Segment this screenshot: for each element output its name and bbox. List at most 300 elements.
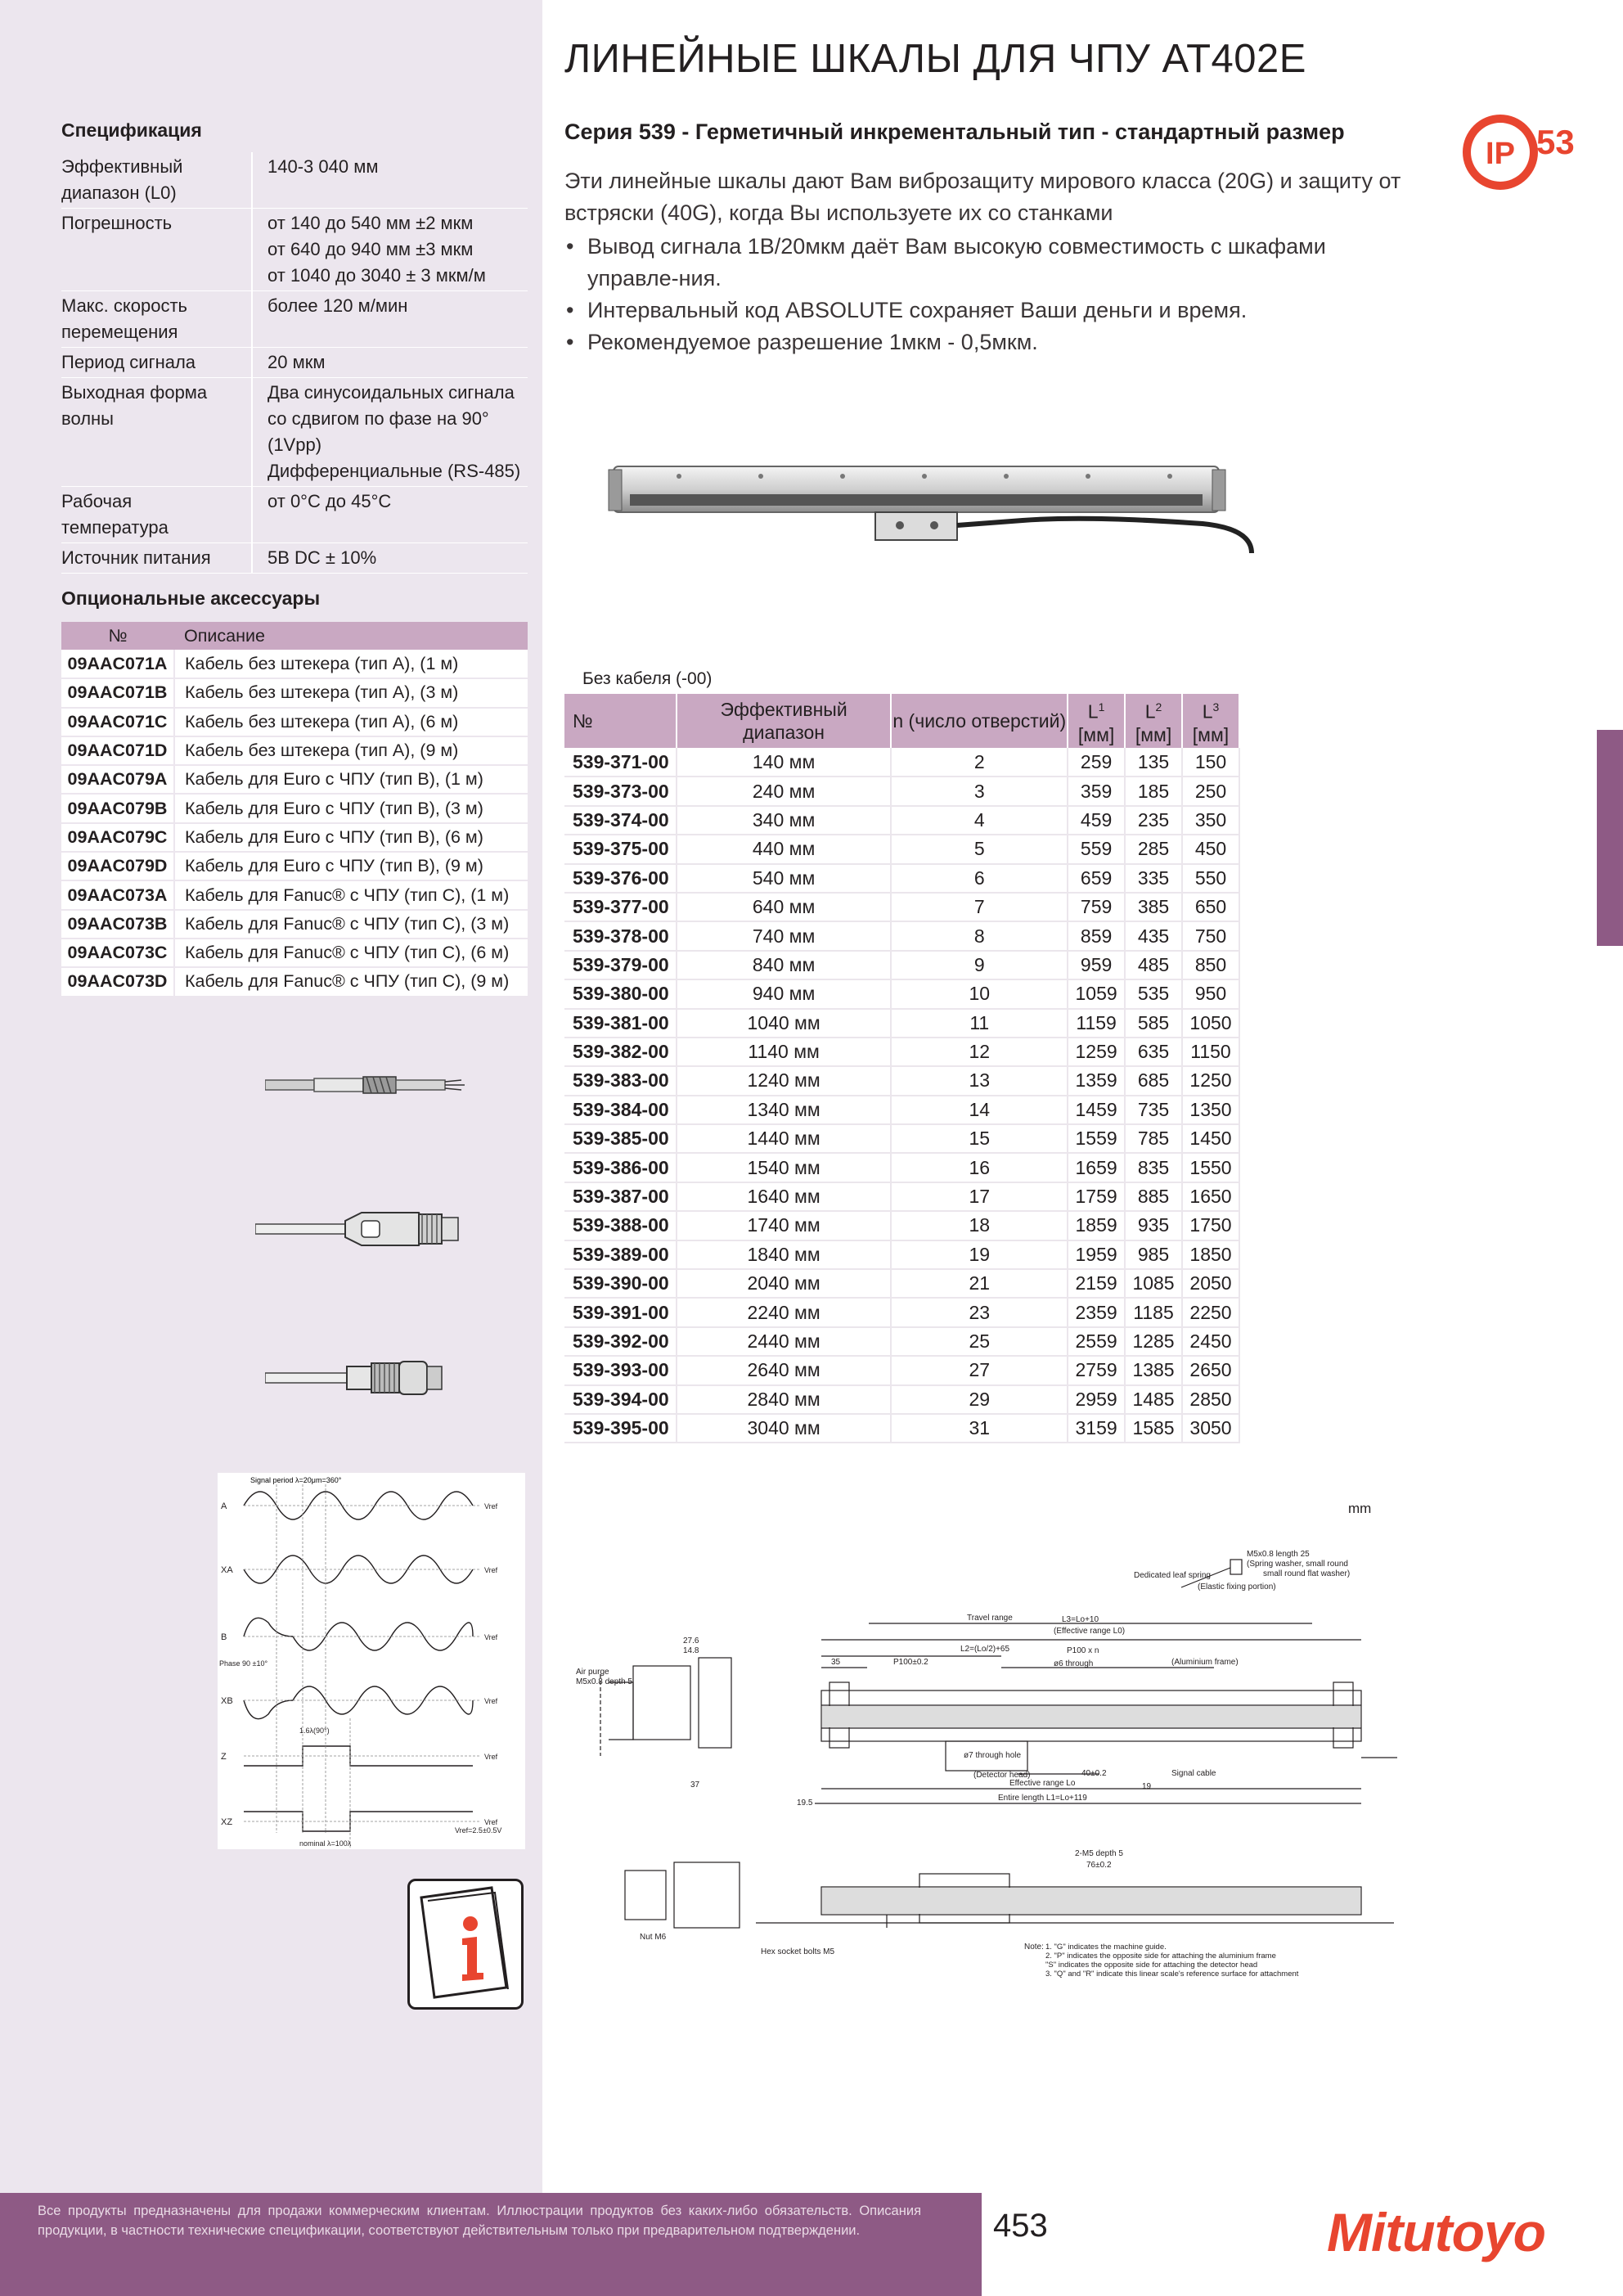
spec-value-line: от 640 до 940 мм ±3 мкм — [268, 239, 474, 259]
accessory-row — [61, 678, 528, 707]
spec-value — [252, 487, 528, 543]
nominal-label: nominal λ=100λ — [299, 1839, 352, 1848]
accessory-description: Кабель для Euro с ЧПУ (тип B), (1 м) — [174, 765, 528, 794]
accessory-description: Кабель без штекера (тип A), (9 м) — [174, 736, 528, 765]
spec-key: Источник питания — [61, 543, 252, 574]
accessory-code: 09AAC073C — [61, 939, 174, 967]
l3-sup: 3 — [1212, 700, 1220, 714]
footer-disclaimer-band — [0, 2193, 982, 2296]
accessory-description: Кабель для Euro с ЧПУ (тип B), (6 м) — [174, 823, 528, 852]
model-l3: 950 — [1182, 979, 1239, 1008]
accessory-description: Кабель для Fanuc® с ЧПУ (тип C), (3 м) — [174, 910, 528, 939]
model-l2: 435 — [1125, 921, 1182, 950]
model-holes: 27 — [891, 1356, 1068, 1384]
model-l1: 1559 — [1068, 1124, 1125, 1153]
model-l2: 485 — [1125, 951, 1182, 979]
dim-air-purge: Air purge — [576, 1668, 609, 1677]
model-number: 539-381-00 — [564, 1009, 677, 1038]
dim-spring-washer: (Spring washer, small round — [1247, 1560, 1348, 1569]
spec-row — [61, 487, 528, 543]
accessory-row — [61, 852, 528, 880]
width-label: 1.6λ(90°) — [299, 1727, 330, 1735]
model-range: 940 мм — [677, 979, 892, 1008]
accessory-code: 09AAC073A — [61, 880, 174, 909]
model-l3: 2850 — [1182, 1385, 1239, 1414]
model-l2: 585 — [1125, 1009, 1182, 1038]
dim-nut: Nut M6 — [640, 1933, 667, 1942]
model-row — [564, 1385, 1239, 1414]
accessory-row — [61, 708, 528, 736]
model-l1: 959 — [1068, 951, 1125, 979]
model-holes: 19 — [891, 1240, 1068, 1269]
l1-symbol: L — [1087, 700, 1099, 723]
spec-value-line: со сдвигом по фазе на 90° — [268, 408, 489, 429]
model-holes: 12 — [891, 1038, 1068, 1066]
dim-m5-depth: M5x0.8 depth 5 — [576, 1677, 632, 1686]
l2-sup: 2 — [1155, 700, 1162, 714]
model-holes: 16 — [891, 1153, 1068, 1182]
model-range: 1240 мм — [677, 1066, 892, 1095]
model-row — [564, 1298, 1239, 1326]
model-number: 539-374-00 — [564, 806, 677, 835]
spec-value-line: 140-3 040 мм — [268, 156, 379, 177]
models-caption: Без кабеля (-00) — [582, 669, 713, 688]
footer-disclaimer: Все продукты предназначены для продажи коммерческим клиентам. Иллюстрации продуктов без каких-либо обязательств. Описания продукции, в частности технические спецификации, соответствуют действительным только при предварительном подтверждении. — [38, 2204, 921, 2238]
channel-xa: XA — [221, 1565, 233, 1575]
model-number: 539-380-00 — [564, 979, 677, 1008]
spec-value-line: (1Vpp) — [268, 434, 322, 455]
spec-value-line: от 1040 до 3040 ± 3 мкм/м — [268, 265, 486, 286]
accessory-code: 09AAC073D — [61, 967, 174, 996]
model-holes: 25 — [891, 1327, 1068, 1356]
model-l2: 1385 — [1125, 1356, 1182, 1384]
model-range: 2440 мм — [677, 1327, 892, 1356]
model-row — [564, 1240, 1239, 1269]
channel-xb: XB — [221, 1696, 233, 1706]
model-l2: 135 — [1125, 748, 1182, 777]
accessory-row — [61, 880, 528, 909]
accessory-code: 09AAC079A — [61, 765, 174, 794]
model-holes: 2 — [891, 748, 1068, 777]
model-l1: 259 — [1068, 748, 1125, 777]
model-l1: 759 — [1068, 893, 1125, 921]
model-number: 539-371-00 — [564, 748, 677, 777]
model-number: 539-376-00 — [564, 864, 677, 893]
model-range: 740 мм — [677, 921, 892, 950]
models-table — [564, 694, 1240, 1443]
spec-heading: Спецификация — [61, 119, 202, 141]
model-l2: 235 — [1125, 806, 1182, 835]
model-l2: 385 — [1125, 893, 1182, 921]
model-holes: 15 — [891, 1124, 1068, 1153]
model-l3: 250 — [1182, 777, 1239, 805]
dim-76: 76±0.2 — [1086, 1861, 1112, 1870]
model-l3: 2650 — [1182, 1356, 1239, 1384]
model-number: 539-395-00 — [564, 1414, 677, 1443]
model-row — [564, 835, 1239, 863]
model-l3: 2050 — [1182, 1269, 1239, 1298]
dim-two-m5: 2-M5 depth 5 — [1075, 1849, 1123, 1858]
dim-m5-label: M5x0.8 length 25 — [1247, 1550, 1310, 1559]
model-holes: 23 — [891, 1298, 1068, 1326]
model-row — [564, 1414, 1239, 1443]
model-range: 1540 мм — [677, 1153, 892, 1182]
model-number: 539-382-00 — [564, 1038, 677, 1066]
spec-key: Выходная форма волны — [61, 378, 252, 487]
vref-value-label: Vref=2.5±0.5V — [455, 1826, 502, 1835]
model-range: 140 мм — [677, 748, 892, 777]
model-l2: 635 — [1125, 1038, 1182, 1066]
model-holes: 4 — [891, 806, 1068, 835]
spec-value — [252, 291, 528, 348]
model-l1: 859 — [1068, 921, 1125, 950]
page-title: ЛИНЕЙНЫЕ ШКАЛЫ ДЛЯ ЧПУ AT402E — [564, 37, 1306, 81]
model-range: 340 мм — [677, 806, 892, 835]
accessory-code: 09AAC071B — [61, 678, 174, 707]
model-l1: 1359 — [1068, 1066, 1125, 1095]
model-number: 539-375-00 — [564, 835, 677, 863]
accessory-row — [61, 736, 528, 765]
accessory-row — [61, 794, 528, 822]
l3-symbol: L — [1202, 700, 1213, 723]
technical-drawing — [576, 1543, 1397, 1993]
model-number: 539-378-00 — [564, 921, 677, 950]
dim-40: 40±0.2 — [1081, 1769, 1107, 1778]
spec-value-line: Дифференциальные (RS-485) — [268, 461, 521, 481]
model-range: 1140 мм — [677, 1038, 892, 1066]
dim-signal-cable: Signal cable — [1171, 1769, 1216, 1778]
model-l2: 1285 — [1125, 1327, 1182, 1356]
cable-a-image — [265, 1064, 486, 1106]
page-number: 453 — [993, 2208, 1048, 2244]
spec-row — [61, 378, 528, 487]
model-row — [564, 1038, 1239, 1066]
accessory-row — [61, 765, 528, 794]
dim-alu: (Aluminium frame) — [1171, 1658, 1239, 1667]
spec-row — [61, 209, 528, 291]
dim-hex-bolts: Hex socket bolts M5 — [761, 1947, 835, 1956]
model-l1: 2559 — [1068, 1327, 1125, 1356]
models-col-l3 — [1182, 694, 1239, 748]
model-l1: 1959 — [1068, 1240, 1125, 1269]
model-l3: 3050 — [1182, 1414, 1239, 1443]
spec-row — [61, 291, 528, 348]
accessory-description: Кабель для Fanuc® с ЧПУ (тип C), (1 м) — [174, 880, 528, 909]
model-l1: 1859 — [1068, 1211, 1125, 1240]
model-l2: 885 — [1125, 1182, 1182, 1211]
model-holes: 3 — [891, 777, 1068, 805]
model-l2: 535 — [1125, 979, 1182, 1008]
spec-row — [61, 152, 528, 209]
model-range: 440 мм — [677, 835, 892, 863]
vref-xb: Vref — [484, 1697, 498, 1705]
spec-key: Макс. скорость перемещения — [61, 291, 252, 348]
model-l2: 985 — [1125, 1240, 1182, 1269]
spec-value-line: от 0°C до 45°C — [268, 491, 392, 511]
dim-p100: P100±0.2 — [893, 1658, 928, 1667]
signal-period-label: Signal period λ=20μm=360° — [250, 1476, 342, 1484]
model-row — [564, 1124, 1239, 1153]
channel-xz: XZ — [221, 1817, 233, 1827]
note-1: 1. "G" indicates the machine guide. — [1045, 1943, 1167, 1952]
model-l1: 559 — [1068, 835, 1125, 863]
model-holes: 29 — [891, 1385, 1068, 1414]
model-holes: 11 — [891, 1009, 1068, 1038]
model-number: 539-389-00 — [564, 1240, 677, 1269]
model-range: 540 мм — [677, 864, 892, 893]
model-number: 539-384-00 — [564, 1096, 677, 1124]
model-l1: 1459 — [1068, 1096, 1125, 1124]
info-book-graphic — [410, 1881, 521, 2007]
vref-b: Vref — [484, 1633, 498, 1641]
note-4: 3. "Q" and "R" indicate this linear scale's reference surface for attachment — [1045, 1970, 1299, 1979]
model-range: 640 мм — [677, 893, 892, 921]
model-l2: 285 — [1125, 835, 1182, 863]
model-l1: 1059 — [1068, 979, 1125, 1008]
model-l2: 785 — [1125, 1124, 1182, 1153]
model-l1: 3159 — [1068, 1414, 1125, 1443]
model-number: 539-387-00 — [564, 1182, 677, 1211]
model-l3: 1550 — [1182, 1153, 1239, 1182]
model-number: 539-390-00 — [564, 1269, 677, 1298]
l3-unit: [мм] — [1192, 723, 1230, 745]
model-holes: 13 — [891, 1066, 1068, 1095]
model-l3: 1750 — [1182, 1211, 1239, 1240]
models-col-holes: n (число отверстий) — [891, 694, 1068, 748]
accessories-table — [61, 622, 528, 997]
spec-value-line: от 140 до 540 мм ±2 мкм — [268, 213, 474, 233]
dim-hole7: ø7 through hole — [964, 1751, 1022, 1760]
vref-z: Vref — [484, 1753, 498, 1761]
model-l2: 335 — [1125, 864, 1182, 893]
spec-key: Рабочая температура — [61, 487, 252, 543]
model-l2: 835 — [1125, 1153, 1182, 1182]
note-2: 2. "P" indicates the opposite side for attaching the aluminium frame — [1045, 1952, 1276, 1961]
model-l3: 550 — [1182, 864, 1239, 893]
ip53-badge-icon — [1461, 113, 1584, 191]
dim-l2: L2=(Lo/2)+65 — [960, 1645, 1010, 1654]
accessories-col-desc: Описание — [174, 622, 528, 650]
model-range: 1840 мм — [677, 1240, 892, 1269]
accessory-row — [61, 823, 528, 852]
model-range: 1040 мм — [677, 1009, 892, 1038]
model-range: 2840 мм — [677, 1385, 892, 1414]
waveform-diagram — [218, 1473, 525, 1849]
accessory-code: 09AAC079D — [61, 852, 174, 880]
dim-p100n: P100 x n — [1067, 1646, 1099, 1655]
channel-a: A — [221, 1501, 227, 1511]
accessory-description: Кабель для Fanuc® с ЧПУ (тип C), (9 м) — [174, 967, 528, 996]
dim-flat-washer: small round flat washer) — [1263, 1569, 1351, 1578]
model-range: 2040 мм — [677, 1269, 892, 1298]
dim-leaf-spring: Dedicated leaf spring — [1134, 1571, 1211, 1580]
models-col-range: Эффективный диапазон — [677, 694, 892, 748]
accessory-code: 09AAC071D — [61, 736, 174, 765]
spec-value — [252, 152, 528, 209]
model-l1: 2359 — [1068, 1298, 1125, 1326]
accessory-row — [61, 650, 528, 678]
model-number: 539-385-00 — [564, 1124, 677, 1153]
model-row — [564, 1153, 1239, 1182]
spec-key: Погрешность — [61, 209, 252, 291]
dim-14-8: 14.8 — [683, 1646, 699, 1655]
model-row — [564, 1009, 1239, 1038]
model-l3: 1050 — [1182, 1009, 1239, 1038]
models-header-row — [564, 694, 1239, 748]
model-l2: 935 — [1125, 1211, 1182, 1240]
feature-item: • Вывод сигнала 1В/20мкм даёт Вам высокую совместимость с шкафами управле-ния. — [564, 231, 1415, 295]
model-holes: 21 — [891, 1269, 1068, 1298]
product-photo — [597, 455, 1276, 569]
spec-table — [61, 152, 528, 574]
model-l3: 1650 — [1182, 1182, 1239, 1211]
accessory-row — [61, 910, 528, 939]
model-row — [564, 1096, 1239, 1124]
model-l3: 1150 — [1182, 1038, 1239, 1066]
accessory-code: 09AAC071C — [61, 708, 174, 736]
vref-xz: Vref — [484, 1818, 498, 1826]
accessory-description: Кабель без штекера (тип A), (6 м) — [174, 708, 528, 736]
model-l3: 450 — [1182, 835, 1239, 863]
model-number: 539-391-00 — [564, 1298, 677, 1326]
dim-entire: Entire length L1=Lo+119 — [998, 1794, 1087, 1803]
dim-eff-range: Effective range Lo — [1009, 1779, 1076, 1788]
model-number: 539-388-00 — [564, 1211, 677, 1240]
model-row — [564, 864, 1239, 893]
accessories-header-row — [61, 622, 528, 650]
model-range: 2640 мм — [677, 1356, 892, 1384]
spec-row — [61, 348, 528, 378]
series-title: Серия 539 - Герметичный инкрементальный тип - стандартный размер — [564, 119, 1345, 144]
spec-value-line: 5B DC ± 10% — [268, 547, 377, 568]
dim-eff-l0: (Effective range L0) — [1054, 1627, 1126, 1636]
accessory-code: 09AAC073B — [61, 910, 174, 939]
info-book-icon — [407, 1879, 524, 2010]
unit-label: mm — [1348, 1501, 1372, 1516]
model-l3: 850 — [1182, 951, 1239, 979]
spec-key: Период сигнала — [61, 348, 252, 378]
model-l2: 1585 — [1125, 1414, 1182, 1443]
model-row — [564, 1182, 1239, 1211]
model-number: 539-392-00 — [564, 1327, 677, 1356]
section-side-tab — [1597, 730, 1623, 946]
model-holes: 8 — [891, 921, 1068, 950]
model-holes: 17 — [891, 1182, 1068, 1211]
spec-value — [252, 543, 528, 574]
model-l2: 685 — [1125, 1066, 1182, 1095]
accessory-code: 09AAC079C — [61, 823, 174, 852]
model-number: 539-379-00 — [564, 951, 677, 979]
model-l3: 1450 — [1182, 1124, 1239, 1153]
model-number: 539-394-00 — [564, 1385, 677, 1414]
model-row — [564, 806, 1239, 835]
model-number: 539-377-00 — [564, 893, 677, 921]
models-col-l1 — [1068, 694, 1125, 748]
ip-prefix: IP — [1486, 137, 1515, 171]
spec-value-line: более 120 м/мин — [268, 295, 408, 316]
model-l2: 1485 — [1125, 1385, 1182, 1414]
feature-list — [564, 231, 1415, 358]
accessory-row — [61, 939, 528, 967]
l2-symbol: L — [1144, 700, 1156, 723]
model-range: 240 мм — [677, 777, 892, 805]
dim-elastic: (Elastic fixing portion) — [1198, 1582, 1276, 1591]
model-row — [564, 979, 1239, 1008]
model-holes: 9 — [891, 951, 1068, 979]
model-l3: 2250 — [1182, 1298, 1239, 1326]
dim-travel: Travel range — [967, 1614, 1013, 1623]
accessory-code: 09AAC071A — [61, 650, 174, 678]
accessory-description: Кабель для Fanuc® с ЧПУ (тип C), (6 м) — [174, 939, 528, 967]
accessory-description: Кабель для Euro с ЧПУ (тип B), (3 м) — [174, 794, 528, 822]
l2-unit: [мм] — [1135, 723, 1172, 745]
model-row — [564, 951, 1239, 979]
accessories-heading: Опциональные аксессуары — [61, 588, 321, 609]
model-row — [564, 748, 1239, 777]
model-l3: 350 — [1182, 806, 1239, 835]
vref-xa: Vref — [484, 1566, 498, 1574]
spec-key: Эффективный диапазон (L0) — [61, 152, 252, 209]
model-holes: 5 — [891, 835, 1068, 863]
model-l1: 1159 — [1068, 1009, 1125, 1038]
model-holes: 18 — [891, 1211, 1068, 1240]
spec-row — [61, 543, 528, 574]
model-l1: 359 — [1068, 777, 1125, 805]
dim-35: 35 — [831, 1658, 841, 1667]
model-row — [564, 1327, 1239, 1356]
model-number: 539-393-00 — [564, 1356, 677, 1384]
dim-27-6: 27.6 — [683, 1636, 699, 1645]
dim-37: 37 — [690, 1781, 700, 1790]
model-l3: 1850 — [1182, 1240, 1239, 1269]
model-l3: 1350 — [1182, 1096, 1239, 1124]
feature-item: • Рекомендуемое разрешение 1мкм - 0,5мкм. — [564, 326, 1415, 358]
feature-item: • Интервальный код ABSOLUTE сохраняет Ваши деньги и время. — [564, 295, 1415, 326]
model-range: 840 мм — [677, 951, 892, 979]
intro-text: Эти линейные шкалы дают Вам виброзащиту мирового класса (20G) и защиту от встряски (40G), когда Вы используете их со станками — [564, 169, 1401, 225]
dim-l3: L3=Lo+10 — [1062, 1615, 1099, 1624]
accessory-code: 09AAC079B — [61, 794, 174, 822]
model-l1: 2159 — [1068, 1269, 1125, 1298]
model-l3: 650 — [1182, 893, 1239, 921]
model-l2: 185 — [1125, 777, 1182, 805]
spec-value — [252, 209, 528, 291]
model-l3: 150 — [1182, 748, 1239, 777]
channel-b: B — [221, 1632, 227, 1642]
accessory-description: Кабель без штекера (тип A), (3 м) — [174, 678, 528, 707]
model-l1: 659 — [1068, 864, 1125, 893]
model-number: 539-386-00 — [564, 1153, 677, 1182]
ip-value: 53 — [1536, 123, 1575, 161]
page-footer — [0, 2193, 1623, 2296]
model-holes: 7 — [891, 893, 1068, 921]
accessories-col-no: № — [61, 622, 174, 650]
model-range: 1440 мм — [677, 1124, 892, 1153]
model-row — [564, 1211, 1239, 1240]
model-row — [564, 1356, 1239, 1384]
model-l3: 750 — [1182, 921, 1239, 950]
model-holes: 6 — [891, 864, 1068, 893]
dim-hole6: ø6 through — [1054, 1659, 1094, 1668]
accessory-row — [61, 967, 528, 996]
model-range: 1640 мм — [677, 1182, 892, 1211]
accessory-description: Кабель без штекера (тип A), (1 м) — [174, 650, 528, 678]
spec-value-line: 20 мкм — [268, 352, 326, 372]
model-l1: 459 — [1068, 806, 1125, 835]
spec-value-line: Два синусоидальных сигнала — [268, 382, 515, 403]
model-row — [564, 777, 1239, 805]
model-l1: 1259 — [1068, 1038, 1125, 1066]
